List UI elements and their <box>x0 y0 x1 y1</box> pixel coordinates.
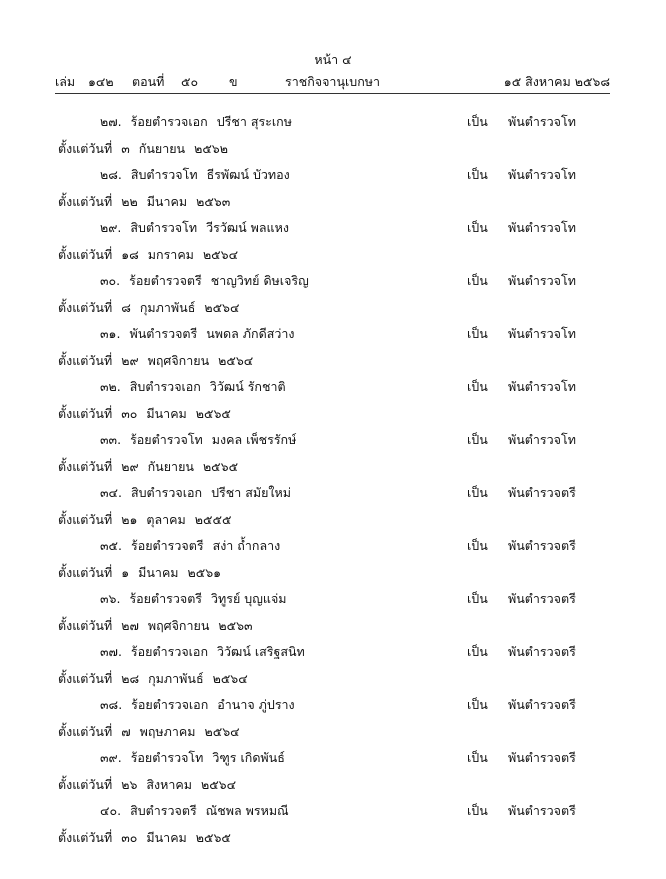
effective-day: ๒๙ <box>121 353 139 368</box>
person-name: อำนาจ ภู่ปราง <box>217 697 295 712</box>
effective-date-line <box>58 192 239 210</box>
effective-label: ตั้งแต่วันที่ <box>58 194 113 209</box>
promotion-entry <box>0 536 666 589</box>
promotion-entry <box>0 695 666 748</box>
person-name: วิทูรย์ บุญแจ่ม <box>211 591 287 606</box>
entry-number: ๓๕. <box>100 538 122 553</box>
person-name: ชาญวิทย์ ดิษเจริญ <box>210 273 309 288</box>
entry-line <box>100 536 289 554</box>
promotion-entry <box>0 112 666 165</box>
entry-number: ๓๔. <box>100 485 122 500</box>
entry-number: ๔๐. <box>100 803 122 818</box>
person-name: วิวัฒน์ รักชาติ <box>209 379 286 394</box>
appointed-as: เป็น <box>467 750 488 765</box>
effective-label: ตั้งแต่วันที่ <box>58 724 113 739</box>
effective-date-line <box>58 351 262 369</box>
appointed-as: เป็น <box>467 538 488 553</box>
effective-year: ๒๕๖๔ <box>200 777 237 792</box>
current-rank: สิบตำรวจเอก <box>129 379 201 394</box>
appointed-as: เป็น <box>467 432 488 447</box>
effective-day: ๓๐ <box>121 406 138 421</box>
issue-label: ตอนที่ <box>132 74 165 89</box>
promotion-entry <box>0 483 666 536</box>
volume-number: ๑๔๒ <box>88 74 114 89</box>
effective-month: มีนาคม <box>146 194 188 209</box>
effective-year: ๒๕๖๕ <box>202 459 239 474</box>
appointed-as: เป็น <box>467 485 488 500</box>
effective-month: พฤษภาคม <box>139 724 196 739</box>
current-rank: ร้อยตำรวจตรี <box>130 538 204 553</box>
effective-month: มีนาคม <box>146 406 187 421</box>
effective-day: ๒๙ <box>121 459 139 474</box>
person-name: ณัชพล พรหมณี <box>205 803 289 818</box>
new-rank: พันตำรวจโท <box>508 273 576 288</box>
effective-year: ๒๕๖๓ <box>196 194 231 209</box>
effective-day: ๗ <box>121 724 131 739</box>
effective-day: ๓ <box>121 141 130 156</box>
effective-date-line <box>58 298 248 316</box>
new-rank: พันตำรวจโท <box>508 220 576 235</box>
entry-line <box>100 165 299 183</box>
current-rank: ร้อยตำรวจเอก <box>131 697 209 712</box>
entry-line <box>100 748 294 766</box>
person-name: มงคล เพ็ชรรักษ์ <box>211 432 297 447</box>
effective-year: ๒๕๖๕ <box>195 830 231 845</box>
current-rank: ร้อยตำรวจโท <box>130 432 203 447</box>
effective-date-line <box>58 510 240 528</box>
current-rank: ร้อยตำรวจโท <box>130 750 204 765</box>
effective-date-line <box>58 404 240 422</box>
effective-month: ตุลาคม <box>146 512 186 527</box>
effective-day: ๑ <box>121 565 130 580</box>
appointed-as: เป็น <box>467 220 488 235</box>
entry-number: ๓๒. <box>100 379 121 394</box>
new-rank: พันตำรวจตรี <box>508 750 576 765</box>
entry-number: ๓๘. <box>100 697 123 712</box>
effective-year: ๒๕๖๑ <box>187 565 222 580</box>
entry-line <box>100 695 304 713</box>
person-name: ธีรพัฒน์ บัวทอง <box>206 167 290 182</box>
entry-line <box>100 801 298 819</box>
promotion-list <box>0 112 666 854</box>
promotion-entry <box>0 165 666 218</box>
effective-day: ๒๗ <box>121 618 139 633</box>
entry-line <box>100 324 304 342</box>
effective-year: ๒๕๖๔ <box>204 724 240 739</box>
effective-year: ๒๕๖๔ <box>218 353 254 368</box>
person-name: ปรีชา สมัยใหม่ <box>211 485 291 500</box>
appointed-as: เป็น <box>467 803 488 818</box>
new-rank: พันตำรวจตรี <box>508 644 576 659</box>
effective-month: มีนาคม <box>146 830 187 845</box>
current-rank: ร้อยตำรวจตรี <box>129 273 202 288</box>
appointed-as: เป็น <box>467 273 488 288</box>
effective-date-line <box>58 828 240 846</box>
effective-label: ตั้งแต่วันที่ <box>58 300 113 315</box>
volume-label: เล่ม <box>55 74 76 89</box>
effective-day: ๒๖ <box>121 777 138 792</box>
promotion-entry <box>0 271 666 324</box>
effective-label: ตั้งแต่วันที่ <box>58 830 113 845</box>
effective-month: พฤศจิกายน <box>147 353 210 368</box>
appointed-as: เป็น <box>467 697 488 712</box>
effective-year: ๒๕๖๒ <box>194 141 228 156</box>
promotion-entry <box>0 801 666 854</box>
entry-line <box>100 642 314 660</box>
entry-line <box>100 218 298 236</box>
effective-date-line <box>58 563 230 581</box>
entry-line <box>100 430 305 448</box>
effective-date-line <box>58 722 249 740</box>
current-rank: พันตำรวจตรี <box>129 326 198 341</box>
effective-year: ๒๕๖๓ <box>218 618 253 633</box>
effective-label: ตั้งแต่วันที่ <box>58 565 113 580</box>
effective-month: มกราคม <box>147 247 194 262</box>
effective-label: ตั้งแต่วันที่ <box>58 459 113 474</box>
promotion-entry <box>0 430 666 483</box>
current-rank: สิบตำรวจตรี <box>130 803 197 818</box>
promotion-entry <box>0 748 666 801</box>
person-name: วิวัฒน์ เสริฐสนิท <box>217 644 305 659</box>
entry-number: ๓๑. <box>100 326 121 341</box>
entry-number: ๒๙. <box>100 220 122 235</box>
person-name: นพดล ภักดีสว่าง <box>206 326 295 341</box>
effective-label: ตั้งแต่วันที่ <box>58 247 113 262</box>
promotion-entry <box>0 642 666 695</box>
effective-month: กุมภาพันธ์ <box>139 300 196 315</box>
person-name: วิฑูร เกิดพันธ์ <box>212 750 285 765</box>
effective-date-line <box>58 775 245 793</box>
effective-label: ตั้งแต่วันที่ <box>58 141 113 156</box>
current-rank: ร้อยตำรวจตรี <box>129 591 203 606</box>
appointed-as: เป็น <box>467 379 488 394</box>
new-rank: พันตำรวจตรี <box>508 591 576 606</box>
effective-year: ๒๕๖๔ <box>202 247 239 262</box>
new-rank: พันตำรวจตรี <box>508 538 576 553</box>
effective-month: สิงหาคม <box>146 777 192 792</box>
effective-month: กันยายน <box>138 141 186 156</box>
appointed-as: เป็น <box>467 326 488 341</box>
effective-year: ๒๕๕๕ <box>194 512 232 527</box>
current-rank: สิบตำรวจโท <box>130 167 198 182</box>
issue-number: ๕๐ <box>181 74 199 89</box>
page-number: หน้า ๔ <box>314 52 352 67</box>
effective-day: ๑๘ <box>121 247 139 262</box>
effective-month: พฤศจิกายน <box>147 618 210 633</box>
entry-line <box>100 271 318 289</box>
promotion-entry <box>0 377 666 430</box>
person-name: ปรีชา สุระเกษ <box>216 114 292 129</box>
appointed-as: เป็น <box>467 167 488 182</box>
entry-number: ๒๗. <box>100 114 122 129</box>
effective-label: ตั้งแต่วันที่ <box>58 777 113 792</box>
entry-line <box>100 377 295 395</box>
effective-label: ตั้งแต่วันที่ <box>58 353 113 368</box>
person-name: สง่า ถ้ำกลาง <box>212 538 281 553</box>
new-rank: พันตำรวจโท <box>508 326 576 341</box>
entry-line <box>100 589 296 607</box>
entry-number: ๓๓. <box>100 432 122 447</box>
effective-date-line <box>58 616 262 634</box>
appointed-as: เป็น <box>467 644 488 659</box>
current-rank: ร้อยตำรวจเอก <box>130 644 209 659</box>
effective-day: ๒๒ <box>121 194 138 209</box>
effective-date-line <box>58 139 237 157</box>
entry-number: ๓๖. <box>100 591 121 606</box>
effective-label: ตั้งแต่วันที่ <box>58 618 113 633</box>
effective-year: ๒๕๖๔ <box>204 300 240 315</box>
new-rank: พันตำรวจโท <box>508 167 576 182</box>
entry-number: ๒๘. <box>100 167 122 182</box>
entry-line <box>100 112 301 130</box>
section-letter: ข <box>229 74 238 89</box>
effective-month: มีนาคม <box>138 565 179 580</box>
entry-number: ๓๐. <box>100 273 121 288</box>
new-rank: พันตำรวจตรี <box>508 803 576 818</box>
effective-date-line <box>58 669 257 687</box>
effective-year: ๒๕๖๕ <box>195 406 231 421</box>
appointed-as: เป็น <box>467 591 488 606</box>
effective-month: กันยายน <box>147 459 194 474</box>
new-rank: พันตำรวจโท <box>508 379 576 394</box>
new-rank: พันตำรวจตรี <box>508 697 576 712</box>
appointed-as: เป็น <box>467 114 488 129</box>
effective-label: ตั้งแต่วันที่ <box>58 512 113 527</box>
promotion-entry <box>0 324 666 377</box>
effective-day: ๓๐ <box>121 830 138 845</box>
gazette-header <box>55 72 610 90</box>
effective-date-line <box>58 457 247 475</box>
header-rule <box>55 93 610 94</box>
current-rank: สิบตำรวจเอก <box>130 485 203 500</box>
publication-date: ๑๕ สิงหาคม ๒๕๖๘ <box>503 74 610 89</box>
current-rank: สิบตำรวจโท <box>130 220 198 235</box>
promotion-entry <box>0 218 666 271</box>
publication-name: ราชกิจจานุเบกษา <box>285 74 381 89</box>
effective-label: ตั้งแต่วันที่ <box>58 671 113 686</box>
promotion-entry <box>0 589 666 642</box>
effective-date-line <box>58 245 247 263</box>
effective-month: กุมภาพันธ์ <box>148 671 204 686</box>
effective-day: ๘ <box>121 300 131 315</box>
effective-year: ๒๕๖๔ <box>212 671 248 686</box>
new-rank: พันตำรวจโท <box>508 432 576 447</box>
new-rank: พันตำรวจตรี <box>508 485 576 500</box>
entry-number: ๓๗. <box>100 644 122 659</box>
new-rank: พันตำรวจโท <box>508 114 576 129</box>
entry-line <box>100 483 300 501</box>
effective-day: ๒๑ <box>121 512 138 527</box>
entry-number: ๓๙. <box>100 750 122 765</box>
effective-label: ตั้งแต่วันที่ <box>58 406 113 421</box>
current-rank: ร้อยตำรวจเอก <box>130 114 208 129</box>
person-name: วีรวัฒน์ พลแหง <box>206 220 289 235</box>
effective-day: ๒๘ <box>121 671 140 686</box>
